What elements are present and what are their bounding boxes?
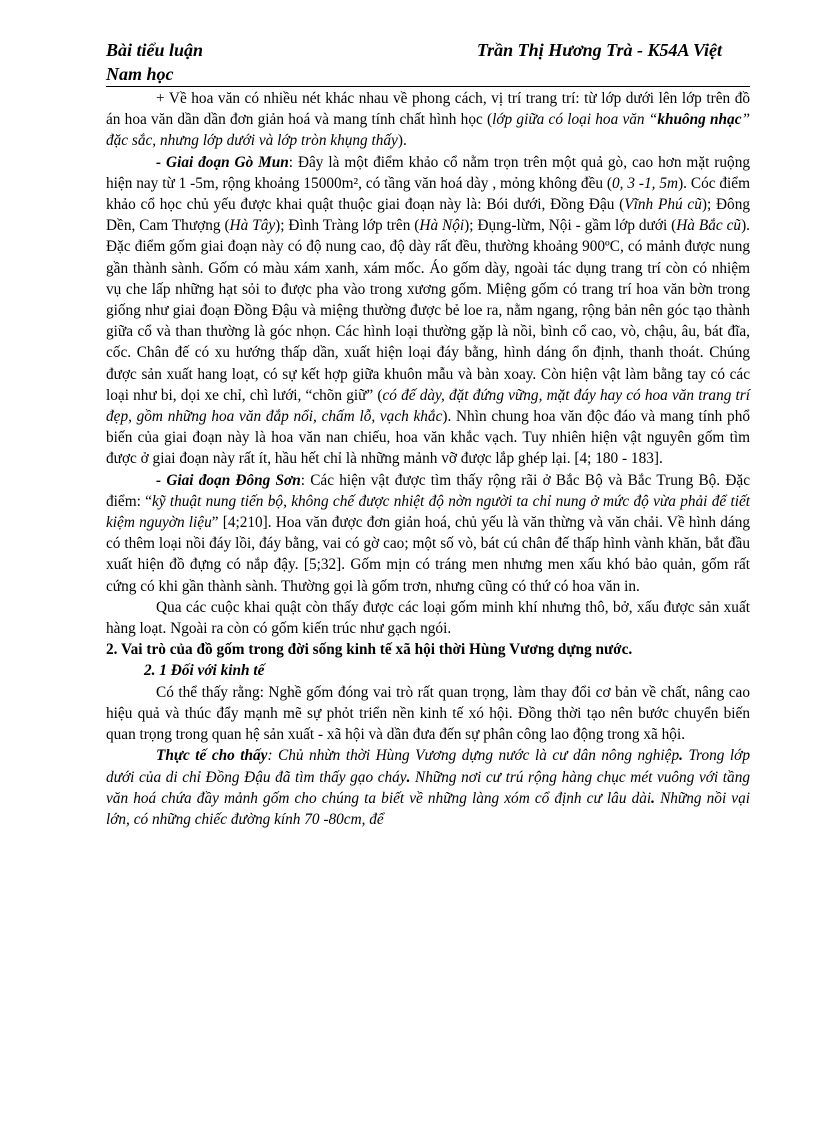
heading-section-2: 2. Vai trò của đồ gốm trong đời sống kinh tế xã hội thời Hùng Vương dựng nước.	[106, 641, 633, 659]
text-run: : Các hiện vật được tìm thấy rộng rãi ở Bắc Bộ và Bắc Trung Bộ. Đặc điểm: “	[106, 471, 750, 510]
text-run: ); Đông Dền, Cam Thượng (	[106, 196, 750, 235]
header-subject: Nam học	[106, 64, 174, 84]
text-run-bold-italic: Thực tế cho thấy	[156, 747, 268, 765]
text-run: ). Nhìn chung hoa văn độc đáo và mang tính phổ biến của giai đoạn này là hoa văn nan chiếu, hoa văn khắc vạch. Tuy nhiên hiện vật nguyên gốm tìm được ở giai đoạn này rất ít, hầu hết chỉ là những mảnh vỡ được lắp ghép lại. [4; 180 - 183].	[106, 408, 750, 468]
document-body	[106, 88, 750, 830]
text-run-bold-italic: khuông nhạc	[657, 111, 742, 129]
paragraph-excavations: Qua các cuộc khai quật còn thấy được các loại gốm minh khí nhưng thô, bở, xấu được sản xuất hàng loạt. Ngoài ra còn có gốm kiến trúc như gạch ngói.	[106, 598, 750, 638]
paragraph-dong-son	[106, 470, 750, 597]
header-author: Trần Thị Hương Trà - K54A Việt	[476, 40, 722, 60]
text-run-italic: có đế dày, đặt đứng vững, mặt đáy hay có hoa văn trang trí đẹp, gồm những hoa văn đắp nổi, chấm lỗ, vạch khắc	[106, 386, 751, 426]
text-run-italic: lớp giữa có loại hoa văn “	[492, 111, 658, 129]
text-run: + Về hoa văn có nhiều nét khác nhau về phong cách, vị trí trang trí: từ lớp dưới lên lớp trên đồ án hoa văn dần dần đơn giản hoá và mang tính chất hình học (	[106, 90, 750, 129]
header-left	[106, 38, 203, 86]
text-run-italic: 0, 3 -1, 5m	[612, 174, 679, 192]
text-run: : Đây là một điểm khảo cổ nằm trọn trên một quả gò, cao hơn mặt ruộng hiện nay từ 1 -5m, rộng khoảng 15000m², có tầng văn hoá dày , mỏng không đều (	[106, 153, 750, 192]
paragraph-reality	[106, 745, 750, 830]
text-run-bold-italic: .	[651, 789, 661, 807]
paragraph-go-mun	[106, 152, 750, 470]
text-run-italic: Hà Nội	[419, 217, 465, 235]
text-run-italic: Hà Bắc cũ	[676, 217, 742, 235]
header-doc-type: Bài tiểu luận	[106, 40, 204, 60]
section-label-go-mun: - Giai đoạn Gò Mun	[156, 153, 289, 171]
paragraph-decoration	[106, 88, 750, 152]
section-label-dong-son: - Giai đoạn Đông Sơn	[156, 471, 301, 489]
page-header	[106, 38, 736, 86]
text-run-italic: ” đặc sắc, nhưng lớp dưới và lớp tròn khụng thấy	[106, 111, 750, 150]
text-run-italic: Những nơi cư trú rộng hàng chục mét vuông với tầng văn hoá chứa đầy mảnh gốm cho chúng ta biết về những làng xóm cổ định cư lâu dài	[106, 768, 750, 807]
text-run: ” [4;210]. Hoa văn được đơn giản hoá, chủ yếu là văn thừng và văn chải. Về hình dáng có thêm loại nồi đáy lồi, đáy bằng, vai có gờ cao; một số vò, bát cú chân đế thấp hình vành khăn, bắt đầu xuất hiện đồ đựng có nắp đậy. [5;32]. Gốm mịn có tráng men nhưng men xấu khó bảo quản, gốm rất cứng có khi gần thành sành. Thường gọi là gốm trơn, nhưng cũng có thứ có hoa văn in.	[106, 514, 750, 595]
text-run-italic: Hà Tây	[229, 217, 276, 235]
text-run: ). Đặc điểm gốm giai đoạn này có độ nung cao, độ dày rất đều, thường khoảng 900ºC, có mảnh được nung gần thành sành. Gốm có màu xám xanh, xám mốc. Áo gốm dày, ngoài tác dụng trang trí còn có nhiệm vụ che lấp những hạt sỏi to được pha vào trong xương gốm. Miệng gốm có trang trí hoa văn bờn trong giống như giai đoạn Đồng Đậu và miệng thường được bẻ loe ra, nằm ngang, rộng bản nên góc tạo thành giữa cổ và than thường là góc nhọn. Các hình loại thường gặp là nồi, bình cổ cao, vò, chậu, âu, bát đĩa, cốc. Chân đế có xu hướng thấp dần, xuất hiện loại đáy bằng, hình dáng ổn định, thanh thoát. Chúng được sản xuất hang loạt, có sự kết hợp giữa khuôn mẫu và bàn xoay. Còn hiện vật làm bằng tay có các loại như bi, dọi xe chỉ, chì lưới, “chõn giữ” (	[106, 217, 750, 404]
text-run-italic: : Chủ nhừn thời Hùng Vương dựng nước là cư dân nông nghiệp	[267, 747, 680, 765]
header-rule	[106, 86, 750, 87]
text-run: ); Đụng-lừm, Nội - gầm lớp dưới (	[464, 217, 677, 235]
heading-section-2-1: 2. 1 Đối với kinh tế	[144, 662, 265, 680]
text-run-italic: Trong lớp dưới của di chỉ Đồng Đậu đã tìm thấy gạo cháy	[106, 747, 750, 786]
paragraph-economy: Có thể thấy rằng: Nghề gốm đóng vai trò rất quan trọng, làm thay đổi cơ bản về chất, nâng cao hiệu quả và thúc đẩy mạnh mẽ sự phỏt triển nền kinh tế xó hội. Đồng thời tạo nên bước chuyển biến quan trọng trong quan hệ sản xuất - xã hội và dần đưa đến sự phân công lao động trong xã hội.	[106, 683, 750, 744]
text-run-italic: Những nồi vại lớn, có những chiếc đường kính 70 -80cm, để	[106, 789, 750, 828]
text-run: ).	[397, 132, 407, 150]
text-run-bold-italic: .	[679, 747, 689, 765]
text-run-bold-italic: .	[406, 768, 416, 786]
text-run: ). Cóc điểm khảo cổ học chủ yếu được khai quật thuộc giai đoạn này là: Bói dưới, Đồng Đậu (	[106, 174, 750, 214]
text-run: ); Đình Tràng lớp trên (	[275, 217, 420, 235]
text-run-italic: Vĩnh Phú cũ	[624, 196, 702, 214]
text-run-italic: kỹ thuật nung tiến bộ, không chế được nhiệt độ nờn người ta chỉ nung ở mức độ vừa phải để tiết kiệm nguyờn liệu	[106, 492, 751, 532]
